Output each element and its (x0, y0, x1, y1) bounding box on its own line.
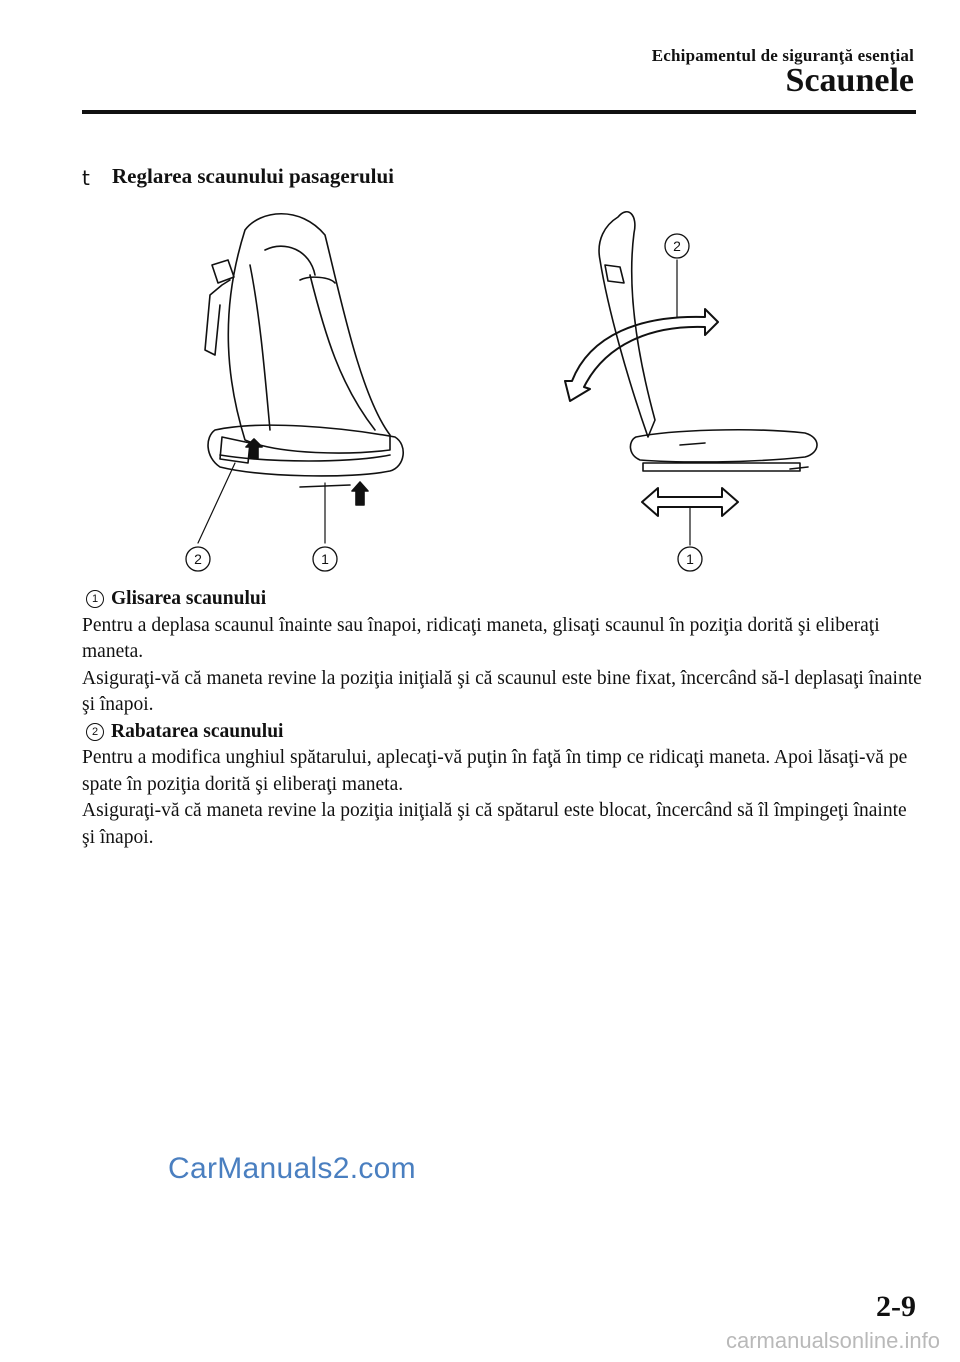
callout-number: 1 (686, 551, 694, 567)
item-title: Glisarea scaunului (111, 588, 267, 609)
item-slide (82, 586, 922, 719)
callout-number: 1 (321, 551, 329, 567)
recline-arrow-icon (565, 309, 718, 401)
item-paragraph: Asiguraţi-vă că maneta revine la poziţia iniţială şi că spătarul este blocat, încercând să îl împingeţi înainte şi înapoi. (82, 800, 907, 848)
section-marker: t (82, 166, 90, 190)
item-recline (82, 719, 922, 852)
seat-side-view (565, 212, 817, 571)
seat-front-view (186, 214, 403, 571)
seat-adjustment-illustration (150, 205, 850, 585)
watermark: CarManuals2.com (168, 1152, 416, 1185)
item-number-badge: 2 (86, 723, 104, 741)
item-number-badge: 1 (86, 590, 104, 608)
item-title: Rabatarea scaunului (111, 720, 284, 742)
page-number: 2-9 (876, 1290, 916, 1323)
header-subtitle: Echipamentul de siguranţă esenţial (651, 46, 914, 65)
header-divider (82, 110, 916, 114)
item-heading (82, 586, 922, 613)
item-heading (82, 719, 922, 746)
item-paragraph: Asiguraţi-vă că maneta revine la poziţia iniţială şi că scaunul este bine fixat, încercând să-l deplasaţi înainte şi înapoi. (82, 667, 922, 715)
footer-site: carmanualsonline.info (725, 1328, 940, 1353)
page-title: Scaunele (785, 62, 914, 99)
section-title: Reglarea scaunului pasagerului (112, 164, 394, 188)
lift-arrow-icon (352, 482, 368, 505)
item-paragraph: Pentru a deplasa scaunul înainte sau înapoi, ridicaţi maneta, glisaţi scaunul în poziţia dorită şi eliberaţi maneta. (82, 614, 880, 662)
instructions (82, 586, 922, 851)
callout-number: 2 (194, 551, 202, 567)
callout-number: 2 (673, 238, 681, 254)
item-paragraph: Pentru a modifica unghiul spătarului, aplecaţi-vă puţin în faţă în timp ce ridicaţi maneta. Apoi lăsaţi-vă pe spate în poziţia dorită şi eliberaţi maneta. (82, 747, 908, 795)
